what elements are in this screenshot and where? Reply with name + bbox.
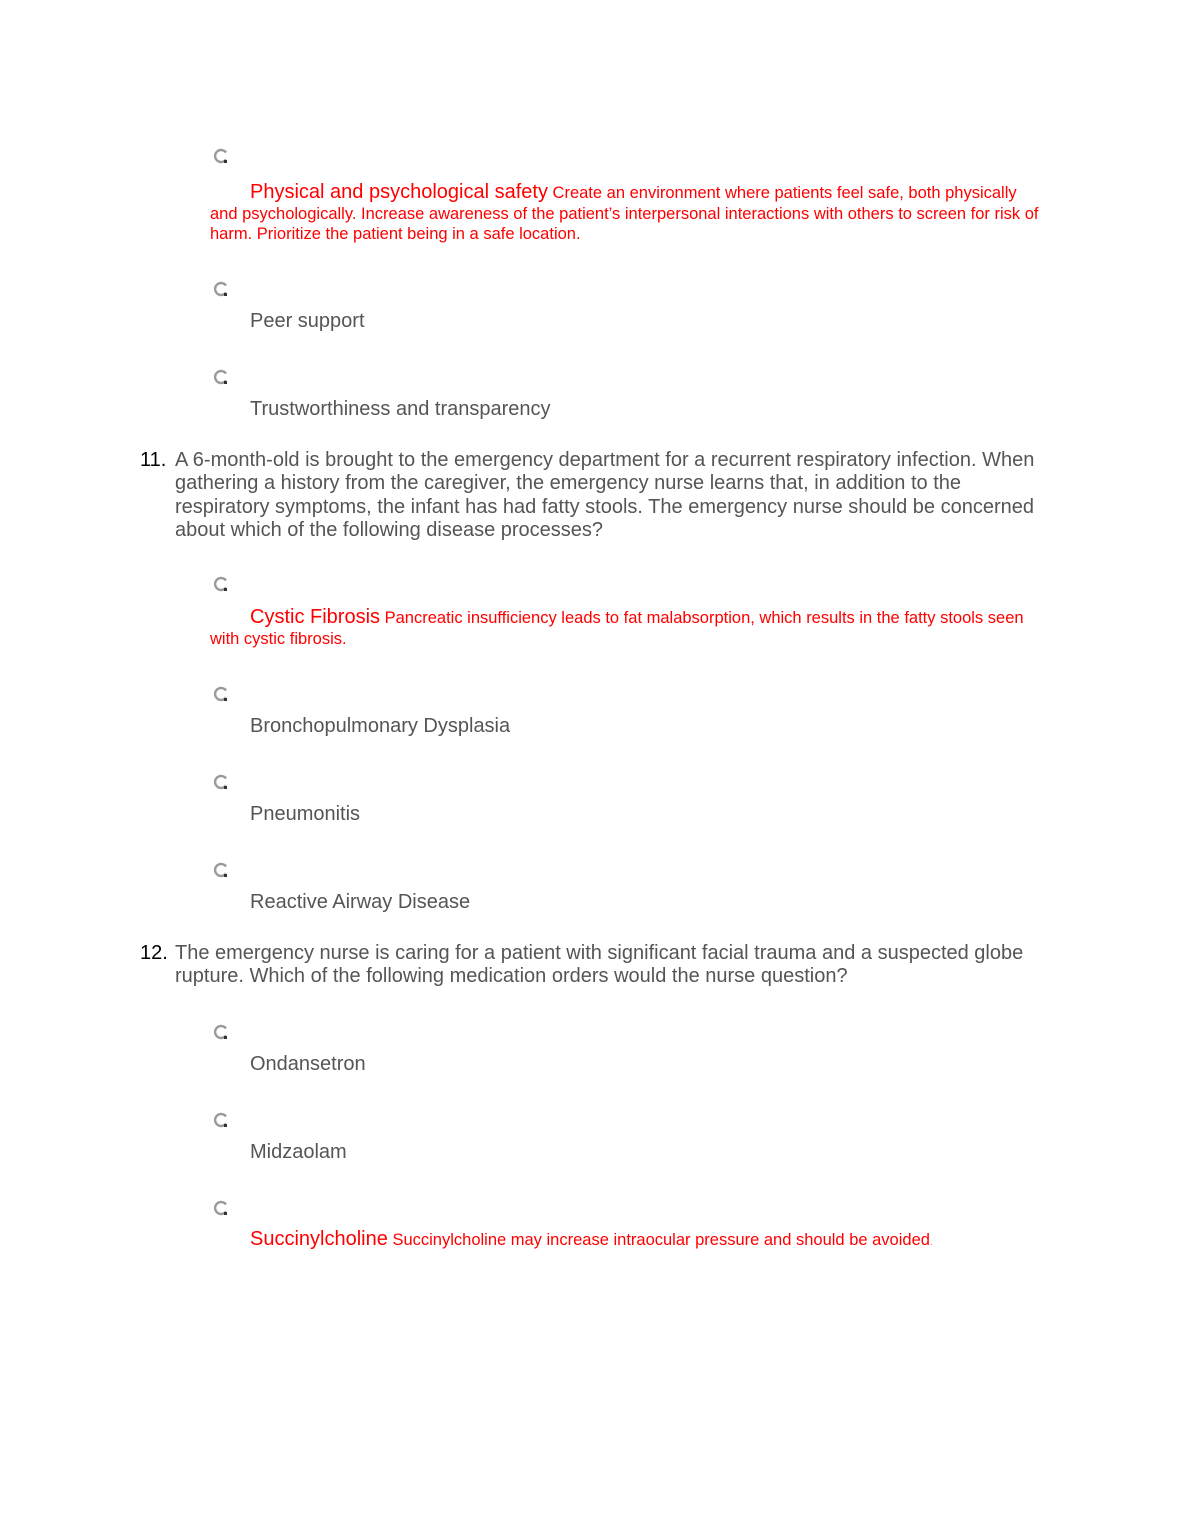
answer-option-correct [210, 607, 1040, 649]
question-11 [140, 449, 1040, 542]
answer-label: Reactive Airway Disease [250, 891, 471, 913]
answer-label: Midzaolam [250, 1141, 347, 1163]
answer-rationale: Create an environment where patients feel safe, both physically and psychologically. Increase awareness of the patient’s interpersonal interactions with others to screen for risk of harm. Prioritize the patient being in a safe location. [210, 184, 1039, 243]
radio-icon[interactable] [213, 281, 229, 297]
radio-icon[interactable] [213, 1024, 229, 1040]
answer-label: Peer support [250, 310, 365, 332]
answer-option [210, 803, 1040, 826]
answer-rationale: Pancreatic insufficiency leads to fat malabsorption, which results in the fatty stools seen with cystic fibrosis. [210, 609, 1024, 648]
radio-icon[interactable] [213, 576, 229, 592]
answer-option [210, 891, 1040, 914]
question-number: 11. [140, 449, 167, 471]
question-text: A 6-month-old is brought to the emergency department for a recurrent respiratory infection. When gathering a history from the caregiver, the emergency nurse learns that, in addition to the respiratory symptoms, the infant has had fatty stools. The emergency nurse should be concerned about which of the following disease processes? [175, 449, 1035, 541]
question-number: 12. [140, 942, 168, 964]
answer-label: Physical and psychological safety [250, 181, 548, 203]
answer-label: Cystic Fibrosis [250, 606, 381, 628]
radio-icon[interactable] [213, 686, 229, 702]
answer-option [210, 715, 1040, 738]
question-12 [140, 942, 1040, 989]
radio-icon[interactable] [213, 862, 229, 878]
answer-option [210, 310, 1040, 333]
answer-option-correct [210, 182, 1040, 245]
answer-rationale: Succinylcholine may increase intraocular pressure and should be avoided [392, 1231, 930, 1249]
answer-option [210, 398, 1040, 421]
answer-label: Pneumonitis [250, 803, 361, 825]
trailing-period: . [929, 1238, 933, 1247]
radio-icon[interactable] [213, 369, 229, 385]
answer-option [210, 1053, 1040, 1076]
answer-option [210, 1141, 1040, 1164]
answer-label: Trustworthiness and transparency [250, 398, 551, 420]
answer-label: Succinylcholine [250, 1228, 388, 1250]
answer-option-correct [210, 1229, 1040, 1254]
radio-icon[interactable] [213, 774, 229, 790]
answer-label: Bronchopulmonary Dysplasia [250, 715, 511, 737]
answer-label: Ondansetron [250, 1053, 366, 1075]
radio-icon[interactable] [213, 1112, 229, 1128]
question-text: The emergency nurse is caring for a patient with significant facial trauma and a suspected globe rupture. Which of the following medication orders would the nurse question? [175, 942, 1024, 988]
radio-icon[interactable] [213, 148, 229, 164]
radio-icon[interactable] [213, 1200, 229, 1216]
